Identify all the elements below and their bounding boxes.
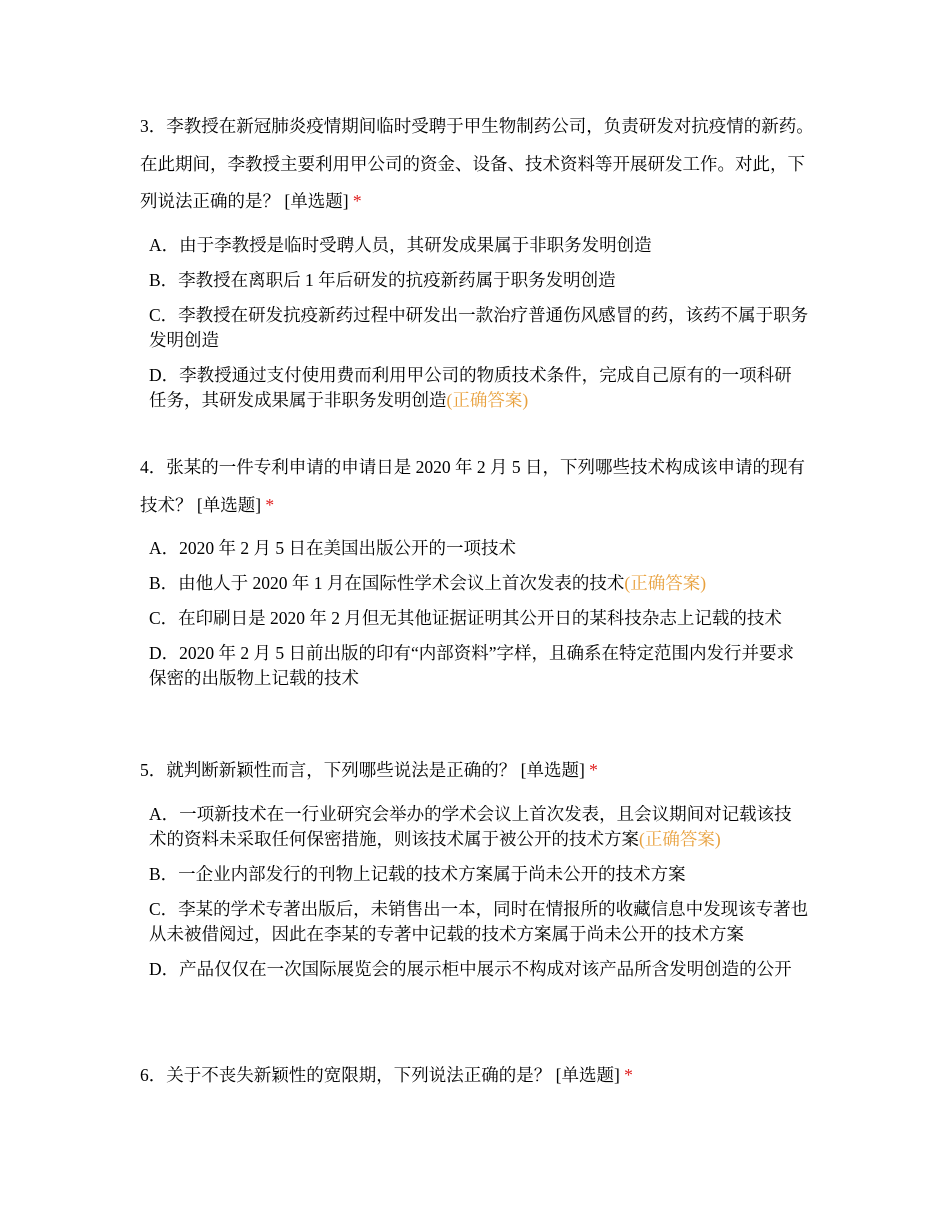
question-type: [单选题] bbox=[520, 760, 585, 780]
required-marker: * bbox=[352, 191, 362, 211]
option-b[interactable]: B．李教授在离职后 1 年后研发的抗疫新药属于职务发明创造 bbox=[149, 269, 616, 290]
option-b[interactable]: B．一企业内部发行的刊物上记载的技术方案属于尚未公开的技术方案 bbox=[149, 863, 686, 884]
option-a[interactable]: A．一项新技术在一行业研究会举办的学术会议上首次发表，且会议期间对记载该技术的资料未采取任何保密措施，则该技术属于被公开的技术方案(正确答案) bbox=[149, 803, 792, 849]
option-b[interactable]: B．由他人于 2020 年 1 月在国际性学术会议上首次发表的技术(正确答案) bbox=[149, 573, 707, 593]
correct-answer-mark: (正确答案) bbox=[624, 573, 707, 593]
option-c[interactable]: C．在印刷日是 2020 年 2 月但无其他证据证明其公开日的某科技杂志上记载的技术 bbox=[149, 608, 782, 628]
question-stem: 4．张某的一件专利申请的申请日是 2020 年 2 月 5 日，下列哪些技术构成该申请的现有技术？ [单选题] * bbox=[140, 457, 805, 515]
option-list bbox=[149, 802, 820, 982]
option-c[interactable]: C．李某的学术专著出版后，未销售出一本，同时在情报所的收藏信息中发现该专著也从未被借阅过，因此在李某的专著中记载的技术方案属于尚未公开的技术方案 bbox=[149, 898, 809, 944]
question-type: [单选题] bbox=[284, 191, 349, 211]
question-stem: 5．就判断新颖性而言，下列哪些说法是正确的？ [单选题] * bbox=[140, 760, 598, 780]
option-list bbox=[149, 233, 820, 413]
option-c[interactable]: C．李教授在研发抗疫新药过程中研发出一款治疗普通伤风感冒的药，该药不属于职务发明创造 bbox=[149, 304, 809, 350]
question-stem: 3．李教授在新冠肺炎疫情期间临时受聘于甲生物制药公司，负责研发对抗疫情的新药。在此期间，李教授主要利用甲公司的资金、设备、技术资料等开展研发工作。对此，下列说法正确的是？ [单选题] * bbox=[140, 116, 814, 211]
question-3 bbox=[140, 108, 820, 423]
question-type: [单选题] bbox=[555, 1065, 620, 1085]
option-a[interactable]: A．由于李教授是临时受聘人员，其研发成果属于非职务发明创造 bbox=[149, 234, 652, 255]
option-a[interactable]: A．2020 年 2 月 5 日在美国出版公开的一项技术 bbox=[149, 538, 517, 558]
correct-answer-mark: (正确答案) bbox=[446, 389, 529, 410]
option-list bbox=[149, 536, 820, 691]
correct-answer-mark: (正确答案) bbox=[639, 828, 721, 849]
option-d[interactable]: D．产品仅仅在一次国际展览会的展示柜中展示不构成对该产品所含发明创造的公开 bbox=[149, 958, 792, 979]
question-6 bbox=[140, 1057, 820, 1095]
option-d[interactable]: D．2020 年 2 月 5 日前出版的印有“内部资料”字样，且确系在特定范围内发行并要求保密的出版物上记载的技术 bbox=[149, 643, 795, 688]
question-4 bbox=[140, 449, 820, 701]
required-marker: * bbox=[265, 494, 275, 515]
option-d[interactable]: D．李教授通过支付使用费而利用甲公司的物质技术条件，完成自己原有的一项科研任务，其研发成果属于非职务发明创造(正确答案) bbox=[149, 364, 792, 410]
question-type: [单选题] bbox=[196, 494, 262, 515]
question-stem: 6．关于不丧失新颖性的宽限期，下列说法正确的是？ [单选题] * bbox=[140, 1065, 633, 1085]
required-marker: * bbox=[624, 1065, 633, 1085]
required-marker: * bbox=[589, 760, 598, 780]
question-5 bbox=[140, 752, 820, 992]
